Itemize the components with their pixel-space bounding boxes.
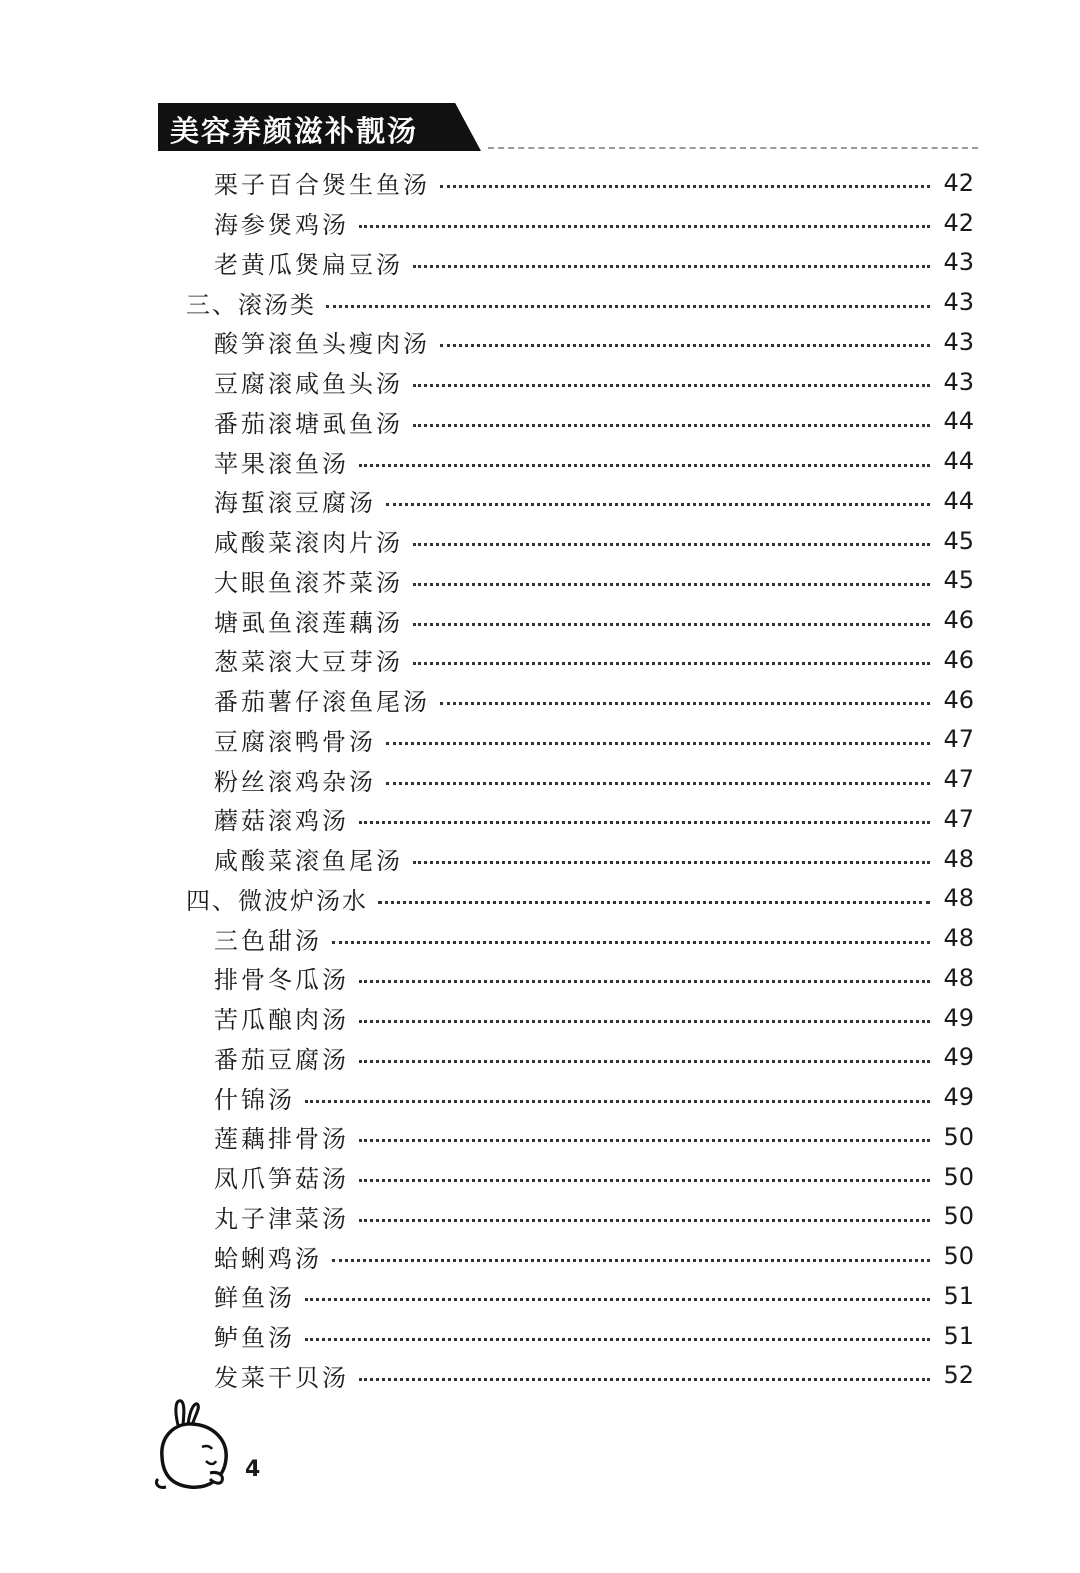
toc-page-number: 44 bbox=[943, 486, 974, 515]
toc-entry-title: 番茄滚塘虱鱼汤 bbox=[214, 409, 403, 438]
toc-item-row bbox=[0, 958, 1080, 998]
toc-page-number: 48 bbox=[943, 884, 974, 913]
toc-dot-leader bbox=[413, 424, 930, 427]
toc-entry-title: 塘虱鱼滚莲藕汤 bbox=[214, 608, 403, 637]
toc-page-number: 49 bbox=[943, 1003, 974, 1032]
toc-dot-leader bbox=[413, 265, 930, 268]
toc-item-row bbox=[0, 720, 1080, 760]
toc-entry-title: 苹果滚鱼汤 bbox=[214, 449, 349, 478]
page-number: 4 bbox=[245, 1457, 261, 1482]
toc-dot-leader bbox=[326, 305, 930, 308]
toc-page-number: 50 bbox=[943, 1122, 974, 1151]
toc-page-number: 45 bbox=[943, 566, 974, 595]
toc-item-row bbox=[0, 163, 1080, 203]
toc-dot-leader bbox=[332, 941, 930, 944]
toc-entry-title: 豆腐滚鸭骨汤 bbox=[214, 727, 376, 756]
toc-dot-leader bbox=[359, 1060, 930, 1063]
toc-dot-leader bbox=[305, 1100, 930, 1103]
toc-page-number: 44 bbox=[943, 447, 974, 476]
toc-page-number: 47 bbox=[943, 765, 974, 794]
toc-dot-leader bbox=[386, 782, 930, 785]
table-of-contents bbox=[0, 163, 1080, 1395]
toc-entry-title: 咸酸菜滚肉片汤 bbox=[214, 529, 403, 558]
header-title: 美容养颜滋补靓汤 bbox=[170, 114, 419, 148]
toc-entry-title: 三、滚汤类 bbox=[186, 290, 316, 319]
toc-entry-title: 鲈鱼汤 bbox=[214, 1324, 295, 1353]
toc-item-row bbox=[0, 1038, 1080, 1078]
toc-entry-title: 丸子津菜汤 bbox=[214, 1204, 349, 1233]
toc-entry-title: 鲜鱼汤 bbox=[214, 1284, 295, 1313]
toc-dot-leader bbox=[440, 702, 930, 705]
toc-dot-leader bbox=[413, 623, 930, 626]
toc-item-row bbox=[0, 561, 1080, 601]
toc-item-row bbox=[0, 441, 1080, 481]
toc-dot-leader bbox=[359, 464, 930, 467]
toc-dot-leader bbox=[413, 543, 930, 546]
toc-entry-title: 葱菜滚大豆芽汤 bbox=[214, 648, 403, 677]
toc-entry-title: 蘑菇滚鸡汤 bbox=[214, 807, 349, 836]
toc-page-number: 49 bbox=[943, 1043, 974, 1072]
toc-item-row bbox=[0, 1276, 1080, 1316]
toc-item-row bbox=[0, 1356, 1080, 1396]
toc-entry-title: 蛤蜊鸡汤 bbox=[214, 1244, 322, 1273]
toc-page-number: 50 bbox=[943, 1242, 974, 1271]
toc-item-row bbox=[0, 203, 1080, 243]
toc-item-row bbox=[0, 600, 1080, 640]
toc-item-row bbox=[0, 1117, 1080, 1157]
toc-dot-leader bbox=[305, 1298, 930, 1301]
toc-item-row bbox=[0, 1157, 1080, 1197]
toc-dot-leader bbox=[359, 1219, 930, 1222]
toc-page-number: 43 bbox=[943, 248, 974, 277]
toc-item-row bbox=[0, 759, 1080, 799]
toc-page-number: 46 bbox=[943, 685, 974, 714]
toc-page-number: 43 bbox=[943, 327, 974, 356]
toc-entry-title: 番茄薯仔滚鱼尾汤 bbox=[214, 688, 430, 717]
toc-dot-leader bbox=[378, 901, 930, 904]
toc-page-number: 46 bbox=[943, 606, 974, 635]
toc-page-number: 43 bbox=[943, 367, 974, 396]
toc-page-number: 42 bbox=[943, 168, 974, 197]
toc-dot-leader bbox=[359, 821, 930, 824]
toc-page-number: 46 bbox=[943, 645, 974, 674]
toc-dot-leader bbox=[413, 662, 930, 665]
toc-page-number: 51 bbox=[943, 1321, 974, 1350]
toc-page-number: 48 bbox=[943, 844, 974, 873]
toc-entry-title: 栗子百合煲生鱼汤 bbox=[214, 171, 430, 200]
toc-page-number: 43 bbox=[943, 288, 974, 317]
toc-item-row bbox=[0, 1236, 1080, 1276]
toc-entry-title: 什锦汤 bbox=[214, 1085, 295, 1114]
toc-item-row bbox=[0, 640, 1080, 680]
toc-dot-leader bbox=[305, 1338, 930, 1341]
toc-item-row bbox=[0, 918, 1080, 958]
toc-item-row bbox=[0, 839, 1080, 879]
toc-entry-title: 发菜干贝汤 bbox=[214, 1363, 349, 1392]
toc-dot-leader bbox=[413, 384, 930, 387]
toc-entry-title: 番茄豆腐汤 bbox=[214, 1045, 349, 1074]
toc-dot-leader bbox=[359, 1378, 930, 1381]
toc-dot-leader bbox=[413, 583, 930, 586]
toc-item-row bbox=[0, 481, 1080, 521]
toc-dot-leader bbox=[332, 1259, 930, 1262]
toc-dot-leader bbox=[386, 503, 930, 506]
toc-item-row bbox=[0, 680, 1080, 720]
toc-page-number: 48 bbox=[943, 924, 974, 953]
toc-entry-title: 大眼鱼滚芥菜汤 bbox=[214, 568, 403, 597]
rabbit-mascot-icon bbox=[150, 1395, 245, 1495]
toc-entry-title: 海蜇滚豆腐汤 bbox=[214, 489, 376, 518]
toc-dot-leader bbox=[413, 861, 930, 864]
toc-entry-title: 凤爪笋菇汤 bbox=[214, 1165, 349, 1194]
toc-item-row bbox=[0, 1077, 1080, 1117]
header-rule bbox=[488, 147, 978, 149]
toc-entry-title: 粉丝滚鸡杂汤 bbox=[214, 767, 376, 796]
toc-entry-title: 老黄瓜煲扁豆汤 bbox=[214, 250, 403, 279]
toc-page-number: 47 bbox=[943, 804, 974, 833]
toc-item-row bbox=[0, 1316, 1080, 1356]
toc-item-row bbox=[0, 998, 1080, 1038]
toc-entry-title: 酸笋滚鱼头瘦肉汤 bbox=[214, 330, 430, 359]
running-header bbox=[158, 103, 978, 155]
toc-entry-title: 苦瓜酿肉汤 bbox=[214, 1006, 349, 1035]
toc-item-row bbox=[0, 322, 1080, 362]
toc-page-number: 52 bbox=[943, 1361, 974, 1390]
toc-item-row bbox=[0, 243, 1080, 283]
toc-entry-title: 海参煲鸡汤 bbox=[214, 211, 349, 240]
toc-dot-leader bbox=[440, 344, 930, 347]
toc-item-row bbox=[0, 402, 1080, 442]
toc-dot-leader bbox=[359, 1179, 930, 1182]
toc-dot-leader bbox=[386, 742, 930, 745]
toc-entry-title: 四、微波炉汤水 bbox=[186, 886, 368, 915]
toc-page-number: 51 bbox=[943, 1281, 974, 1310]
toc-page-number: 50 bbox=[943, 1162, 974, 1191]
toc-page-number: 48 bbox=[943, 963, 974, 992]
toc-page-number: 50 bbox=[943, 1202, 974, 1231]
toc-dot-leader bbox=[359, 1020, 930, 1023]
toc-entry-title: 排骨冬瓜汤 bbox=[214, 966, 349, 995]
toc-dot-leader bbox=[359, 225, 930, 228]
toc-entry-title: 三色甜汤 bbox=[214, 926, 322, 955]
toc-entry-title: 咸酸菜滚鱼尾汤 bbox=[214, 847, 403, 876]
toc-item-row bbox=[0, 362, 1080, 402]
toc-entry-title: 莲藕排骨汤 bbox=[214, 1125, 349, 1154]
toc-item-row bbox=[0, 521, 1080, 561]
toc-section-row bbox=[0, 282, 1080, 322]
toc-page-number: 47 bbox=[943, 725, 974, 754]
toc-item-row bbox=[0, 799, 1080, 839]
toc-dot-leader bbox=[359, 980, 930, 983]
toc-dot-leader bbox=[440, 185, 930, 188]
toc-dot-leader bbox=[359, 1139, 930, 1142]
toc-page-number: 44 bbox=[943, 407, 974, 436]
toc-page-number: 45 bbox=[943, 526, 974, 555]
toc-page-number: 42 bbox=[943, 208, 974, 237]
toc-page-number: 49 bbox=[943, 1083, 974, 1112]
toc-entry-title: 豆腐滚咸鱼头汤 bbox=[214, 370, 403, 399]
toc-item-row bbox=[0, 1197, 1080, 1237]
toc-section-row bbox=[0, 879, 1080, 919]
